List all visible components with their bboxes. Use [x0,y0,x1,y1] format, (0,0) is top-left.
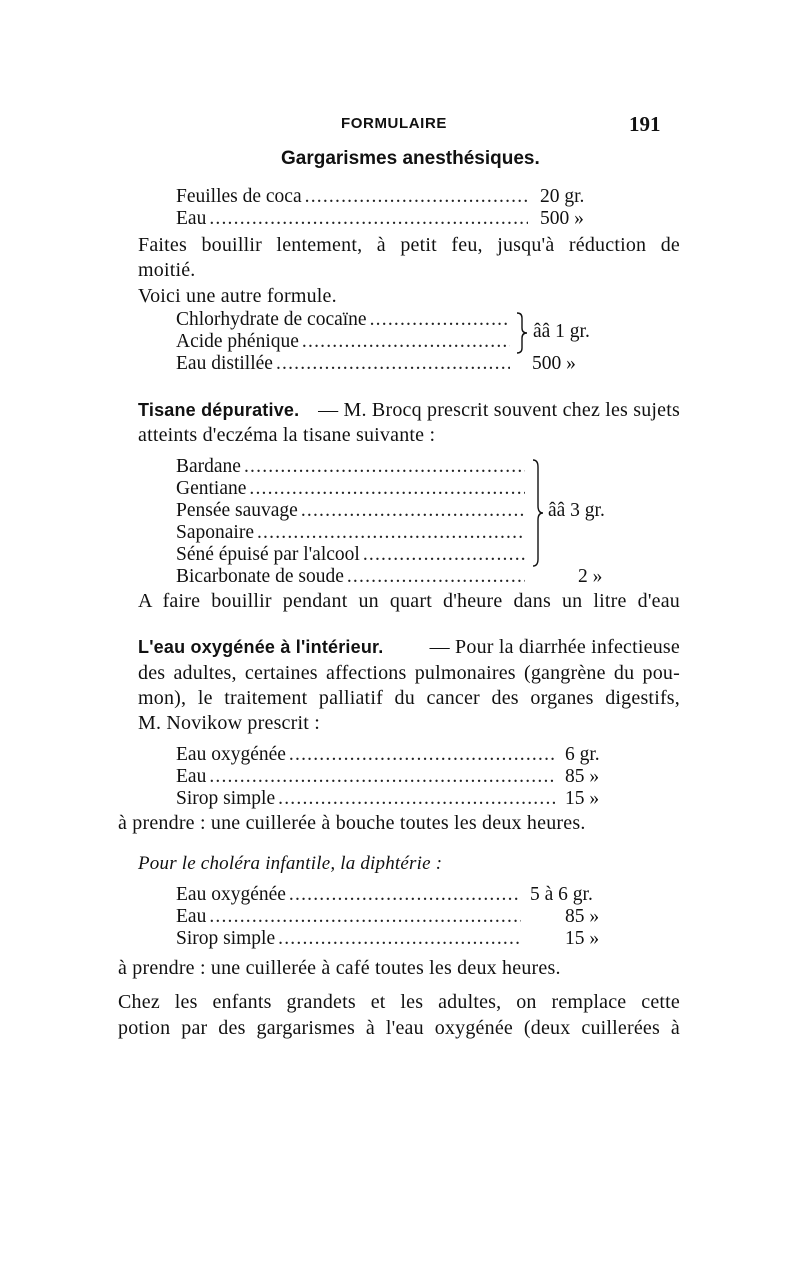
recipe-list-gargarisme-2 [176,309,513,375]
quantity: 500 » [532,353,576,374]
quantity: 20 gr. [540,186,585,207]
quantity: 85 » [565,906,600,927]
recipe-list-gargarisme-1 [176,186,531,230]
recipe-list-eau-oxygenee-2 [176,884,524,950]
section-title-gargarismes: Gargarismes anesthésiques. [281,148,540,169]
quantity: 15 » [565,788,600,809]
recipe-row [176,928,524,950]
ingredient-label: Bicarbonate de soude [176,566,344,587]
leader-dots [363,544,525,566]
paragraph-line: Voici une autre formule. [138,285,337,307]
ingredient-label: Sirop simple [176,788,276,809]
paragraph-text: — Pour la diarrhée infectieuse [429,636,680,658]
ingredient-label: Eau [176,906,207,927]
ingredient-label: Pensée sauvage [176,500,298,521]
leader-dots [257,522,525,544]
ingredient-label: Eau distillée [176,353,273,374]
paragraph-line: Chez les enfants grandets et les adultes, on remplace cette [118,991,680,1013]
leader-dots [249,478,525,500]
recipe-list-tisane [176,456,528,588]
ingredient-label: Chlorhydrate de cocaïne [176,309,367,330]
section-heading-line [138,635,680,660]
recipe-row [176,186,531,208]
ingredient-label: Acide phénique [176,331,299,352]
dosage-line: à prendre : une cuillerée à café toutes les deux heures. [118,957,561,979]
paragraph-line: des adultes, certaines affections pulmonaires (gangrène du pou- [138,662,680,684]
dosage-line: à prendre : une cuillerée à bouche toutes les deux heures. [118,812,586,834]
curly-brace-icon [515,312,529,354]
ingredient-label: Eau [176,208,207,229]
ingredient-label: Eau oxygénée [176,744,286,765]
page-number: 191 [629,112,661,136]
recipe-row [176,884,524,906]
leader-dots [370,309,510,331]
quantity: 15 » [565,928,600,949]
leader-dots [305,186,528,208]
recipe-row [176,331,513,353]
running-title: FORMULAIRE [341,115,447,132]
recipe-row [176,906,524,928]
paragraph-line: Faites bouillir lentement, à petit feu, jusqu'à réduction de [138,234,680,256]
recipe-row [176,766,558,788]
quantity: 5 à 6 gr. [530,884,593,905]
curly-brace-icon [531,459,545,567]
ingredient-label: Feuilles de coca [176,186,302,207]
subsection-title: Pour le choléra infantile, la diphtérie : [138,853,443,874]
quantity: 2 » [578,566,603,587]
leader-dots [209,906,521,928]
paragraph-line: potion par des gargarismes à l'eau oxygénée (deux cuillerées à [118,1017,680,1039]
recipe-row [176,456,528,478]
recipe-row [176,522,528,544]
recipe-row [176,788,558,810]
recipe-row [176,744,558,766]
leader-dots [276,353,510,375]
leader-dots [289,884,521,906]
leader-dots [347,566,525,588]
paragraph-text: — M. Brocq prescrit souvent chez les sujets [318,399,680,421]
paragraph-line: mon), le traitement palliatif du cancer des organes digestifs, [138,687,680,709]
paragraph-line: M. Novikow prescrit : [138,712,320,734]
ingredient-label: Sirop simple [176,928,276,949]
paragraph-line: atteints d'eczéma la tisane suivante : [138,424,436,446]
leader-dots [289,744,555,766]
recipe-row [176,309,513,331]
recipe-row [176,353,513,375]
leader-dots [278,788,555,810]
quantity: 500 » [540,208,584,229]
ingredient-label: Bardane [176,456,241,477]
quantity: 6 gr. [565,744,600,765]
ingredient-label: Séné épuisé par l'alcool [176,544,360,565]
section-heading-line [138,398,680,423]
recipe-row [176,544,528,566]
leader-dots [278,928,521,950]
leader-dots [209,208,528,230]
ingredient-label: Eau oxygénée [176,884,286,905]
quantity: 85 » [565,766,600,787]
leader-dots [244,456,525,478]
section-title-eau-oxygenee: L'eau oxygénée à l'intérieur. [138,637,384,657]
ingredient-label: Gentiane [176,478,247,499]
recipe-list-eau-oxygenee-1 [176,744,558,810]
recipe-row [176,500,528,522]
paragraph-line: moitié. [138,259,196,281]
leader-dots [302,331,510,353]
ingredient-label: Saponaire [176,522,254,543]
paragraph-line: A faire bouillir pendant un quart d'heure dans un litre d'eau [138,590,680,612]
leader-dots [301,500,525,522]
shared-quantity: ââ 1 gr. [533,321,590,342]
shared-quantity: ââ 3 gr. [548,500,605,521]
section-title-tisane: Tisane dépurative. [138,400,300,420]
leader-dots [209,766,555,788]
recipe-row [176,566,528,588]
ingredient-label: Eau [176,766,207,787]
recipe-row [176,208,531,230]
recipe-row [176,478,528,500]
